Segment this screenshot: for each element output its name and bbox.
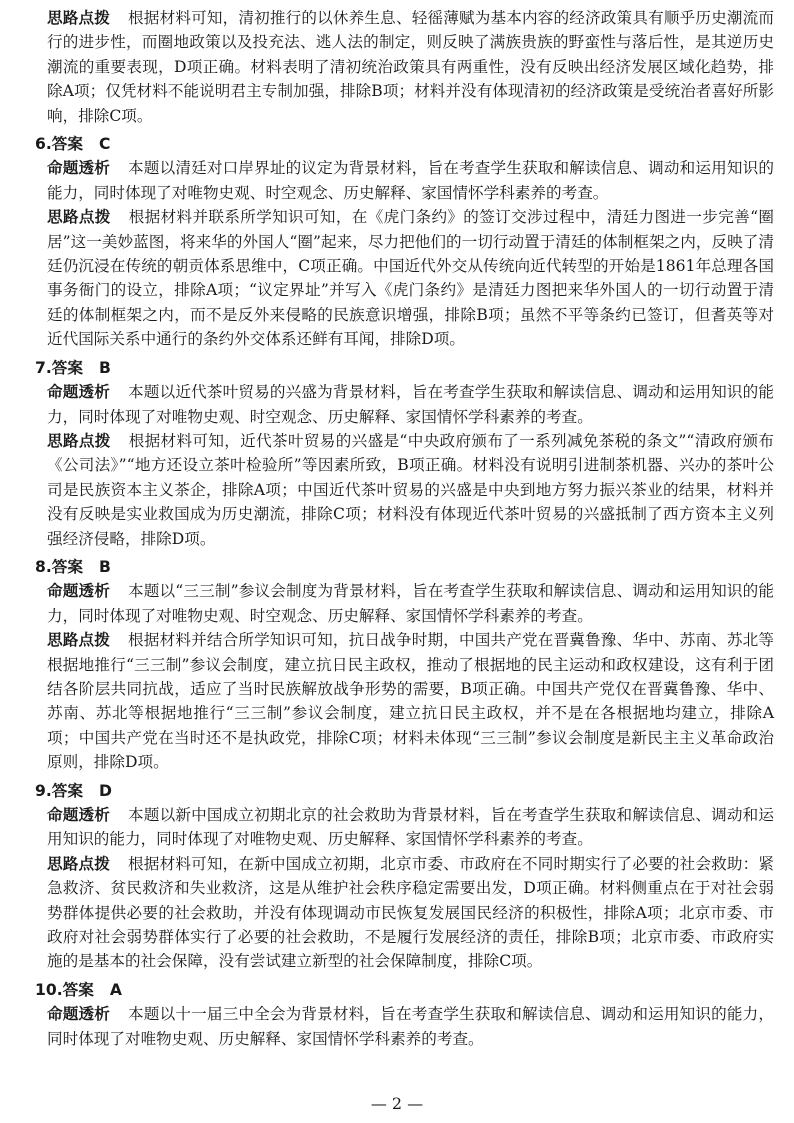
question-7-analysis bbox=[27, 380, 774, 429]
analysis-label: 命题透析 bbox=[47, 806, 111, 824]
analysis-label: 命题透析 bbox=[47, 383, 111, 402]
hint-text: 根据材料可知，近代茶叶贸易的兴盛是“中央政府颁布了一系列减免茶税的条文”“清政府颁布《公司法》”“地方还设立茶叶检验所”等因素所致，B项正确。材料没有说明引进制茶机器、兴办的茶叶公司是民族资本主义茶企，排除A项；中国近代茶叶贸易的兴盛是中央到地方努力振兴茶业的结果，材料并没有反映是实业救国成为历史潮流，排除C项；材料没有体现近代茶叶贸易的兴盛抵制了西方资本主义列强经济侵略，排除D项。 bbox=[47, 431, 774, 548]
hint-text: 根据材料并联系所学知识可知，在《虎门条约》的签订交涉过程中，清廷力图进一步完善“圈居”这一美妙蓝图，将来华的外国人“圈”起来，尽力把他们的一切行动置于清廷的体制框架之内，反映了清廷仍沉浸在传统的朝贡体系思维中，C项正确。中国近代外交从传统向近代转型的开始是1861年总理各国事务衙门的设立，排除A项；“议定界址”并写入《虎门条约》是清廷力图把来华外国人的一切行动置于清廷的体制框架之内，而不是反外来侵略的民族意识增强，排除B项；虽然不平等条约已签订，但耆英等对近代国际关系中通行的条约外交体系还鲜有耳闻，排除D项。 bbox=[47, 208, 774, 349]
answer-letter: D bbox=[98, 781, 112, 800]
analysis-label: 命题透析 bbox=[47, 159, 111, 178]
question-10-analysis bbox=[27, 1002, 774, 1051]
answer-letter: B bbox=[98, 557, 111, 576]
question-number: 9. bbox=[35, 781, 52, 800]
hint-text: 根据材料并结合所学知识可知，抗日战争时期，中国共产党在晋冀鲁豫、华中、苏南、苏北等根据地推行“三三制”参议会制度，建立抗日民主政权，推动了根据地的民主运动和政权建设，这有利于团结各阶层共同抗战，适应了当时民族解放战争形势的需要，B项正确。中国共产党仅在晋冀鲁豫、华中、苏南、苏北等根据地推行“三三制”参议会制度，建立抗日民主政权，并不是在各根据地均建立，排除A项；中国共产党在当时还不是执政党，排除C项；材料未体现“三三制”参议会制度是新民主主义革命政治原则，排除D项。 bbox=[47, 631, 774, 772]
question-number: 8. bbox=[35, 557, 52, 576]
hint-label: 思路点拨 bbox=[47, 431, 111, 450]
question-8-hint bbox=[27, 628, 774, 774]
answer-letter: A bbox=[109, 980, 122, 999]
question-6-analysis bbox=[27, 156, 774, 205]
analysis-text: 本题以“三三制”参议会制度为背景材料，旨在考查学生获取和解读信息、调动和运用知识的能力，同时体现了对唯物史观、时空观念、历史解释、家国情怀学科素养的考查。 bbox=[47, 582, 774, 625]
hint-label: 思路点拨 bbox=[47, 854, 111, 873]
analysis-text: 本题以十一届三中全会为背景材料，旨在考查学生获取和解读信息、调动和运用知识的能力，同时体现了对唯物史观、历史解释、家国情怀学科素养的考查。 bbox=[47, 1005, 774, 1048]
question-number: 7. bbox=[35, 358, 52, 377]
question-number: 6. bbox=[35, 135, 52, 154]
analysis-label: 命题透析 bbox=[47, 582, 110, 601]
answer-label: 答案 bbox=[51, 781, 83, 800]
analysis-text: 本题以新中国成立初期北京的社会救助为背景材料，旨在考查学生获取和解读信息、调动和运用知识的能力，同时体现了对唯物史观、历史解释、家国情怀学科素养的考查。 bbox=[47, 806, 774, 849]
question-8-answer bbox=[27, 555, 774, 579]
question-6-answer bbox=[27, 132, 774, 156]
analysis-label: 命题透析 bbox=[47, 1005, 111, 1024]
hint-label: 思路点拨 bbox=[47, 631, 111, 650]
answer-letter: B bbox=[98, 358, 111, 377]
answer-label: 答案 bbox=[51, 358, 83, 377]
question-number: 10. bbox=[35, 980, 63, 999]
question-6-hint bbox=[27, 205, 774, 351]
analysis-text: 本题以清廷对口岸界址的议定为背景材料，旨在考查学生获取和解读信息、调动和运用知识的能力，同时体现了对唯物史观、时空观念、历史解释、家国情怀学科素养的考查。 bbox=[47, 159, 774, 202]
hint-text: 根据材料可知，在新中国成立初期，北京市委、市政府在不同时期实行了必要的社会救助：紧急救济、贫民救济和失业救济，这是从维护社会秩序稳定需要出发，D项正确。材料侧重点在于对社会弱势群体提供必要的社会救助，并没有体现调动市民恢复发展国民经济的积极性，排除A项；北京市委、市政府对社会弱势群体实行了必要的社会救助，不是履行发展经济的责任，排除B项；北京市委、市政府实施的是基本的社会保障，没有尝试建立新型的社会保障制度，排除C项。 bbox=[47, 854, 774, 971]
question-8-analysis bbox=[27, 579, 774, 628]
question-9-analysis bbox=[27, 803, 774, 852]
question-7-answer bbox=[27, 356, 774, 380]
question-7-hint bbox=[27, 429, 774, 551]
answer-label: 答案 bbox=[51, 135, 83, 154]
hint-text: 根据材料可知，清初推行的以休养生息、轻徭薄赋为基本内容的经济政策具有顺乎历史潮流而行的进步性，而圈地政策以及投充法、逃人法的制定，则反映了满族贵族的野蛮性与落后性，是其逆历史潮流的重要表现，D项正确。材料表明了清初统治政策具有两重性，没有反映出经济发展区域化趋势，排除A项；仅凭材料不能说明君主专制加强，排除B项；材料并没有体现清初的经济政策是受统治者喜好所影响，排除C项。 bbox=[47, 9, 774, 125]
analysis-text: 本题以近代茶叶贸易的兴盛为背景材料，旨在考查学生获取和解读信息、调动和运用知识的能力，同时体现了对唯物史观、时空观念、历史解释、家国情怀学科素养的考查。 bbox=[47, 383, 774, 426]
intro-hint-paragraph bbox=[27, 6, 774, 128]
answer-label: 答案 bbox=[51, 557, 83, 576]
question-10-answer bbox=[27, 978, 774, 1002]
hint-label: 思路点拨 bbox=[47, 9, 111, 27]
question-9-answer bbox=[27, 779, 774, 803]
answer-letter: C bbox=[98, 135, 111, 154]
hint-label: 思路点拨 bbox=[47, 208, 111, 227]
page-number: — 2 — bbox=[370, 1094, 424, 1113]
question-9-hint bbox=[27, 852, 774, 974]
answer-label: 答案 bbox=[62, 980, 94, 999]
